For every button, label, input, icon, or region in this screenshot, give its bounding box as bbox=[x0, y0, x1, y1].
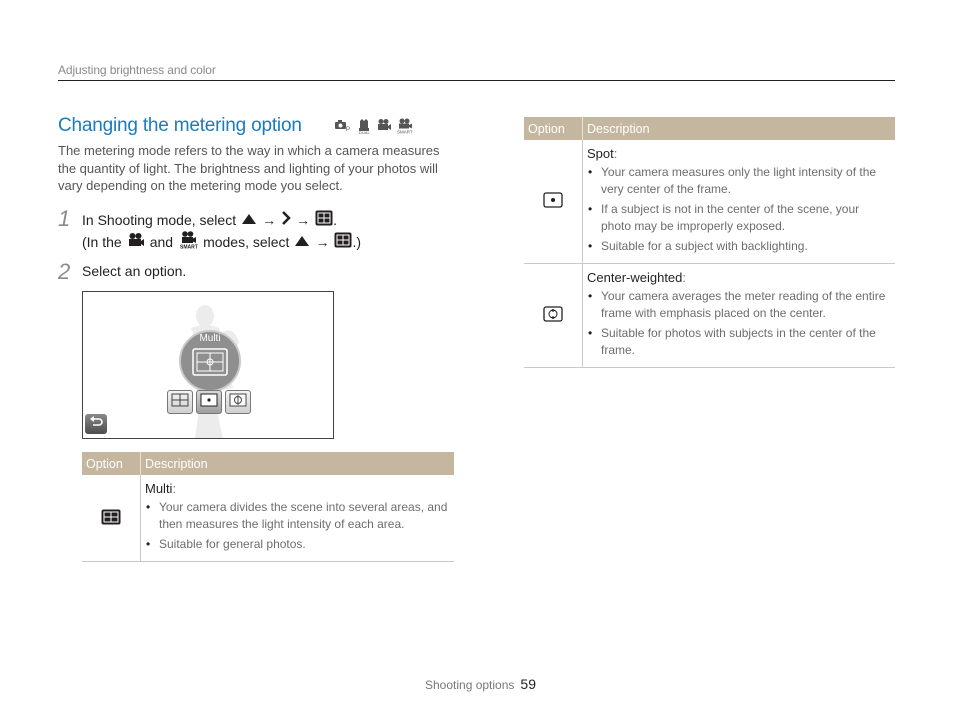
center-weighted-icon bbox=[229, 393, 247, 412]
table-row bbox=[524, 264, 895, 368]
center-weighted-option-button[interactable] bbox=[225, 390, 251, 414]
svg-text:SMART: SMART bbox=[397, 129, 413, 134]
step-2-text: Select an option. bbox=[82, 263, 187, 279]
smart-movie-mode-icon bbox=[178, 231, 198, 252]
step-number: 2 bbox=[58, 259, 71, 284]
arrow-text: → bbox=[296, 211, 311, 228]
option-name: Spot bbox=[587, 146, 614, 161]
program-mode-icon bbox=[334, 118, 352, 132]
multi-metering-icon bbox=[334, 232, 352, 251]
center-weighted-icon bbox=[543, 311, 563, 325]
svg-text:P: P bbox=[346, 127, 351, 132]
selected-option-indicator bbox=[179, 330, 241, 392]
spot-metering-icon bbox=[543, 197, 563, 211]
description-bullet: • Your camera divides the scene into several areas, and then measures the light intensity of each area. bbox=[145, 499, 450, 533]
description-bullet: • Suitable for general photos. bbox=[145, 536, 450, 553]
up-icon bbox=[241, 212, 257, 228]
right-icon bbox=[281, 211, 291, 228]
arrow-text: → bbox=[262, 211, 277, 228]
multi-metering-icon bbox=[101, 514, 121, 528]
option-description-cell: Multi: • Your camera divides the scene into several areas, and then measures the light intensity of each area. • Suitable for general photos. bbox=[141, 475, 455, 562]
step-1-line-1 bbox=[82, 210, 337, 229]
step-number: 1 bbox=[58, 206, 71, 231]
running-header: Adjusting brightness and color bbox=[58, 63, 216, 77]
svg-text:DUAL: DUAL bbox=[359, 130, 370, 134]
option-description-cell: Spot: • Your camera measures only the light intensity of the very center of the frame. • If a subject is not in the center of the scene, your photo may be improperly exposed. • Suitable for a subject with backlighting. bbox=[583, 140, 896, 264]
option-icon-cell bbox=[524, 264, 583, 368]
description-bullet: • Suitable for photos with subjects in the center of the frame. bbox=[587, 325, 891, 359]
step-1-note-end: .) bbox=[352, 233, 361, 250]
table-row bbox=[524, 140, 895, 264]
column-header-option: Option bbox=[82, 452, 141, 475]
step-1-line-2 bbox=[82, 231, 361, 252]
description-bullet: • Your camera measures only the light intensity of the very center of the frame. bbox=[587, 164, 891, 198]
modes-text: modes, select bbox=[203, 233, 290, 250]
footer-label: Shooting options bbox=[425, 678, 515, 692]
and-text: and bbox=[149, 233, 174, 250]
arrow-text: → bbox=[315, 233, 330, 250]
column-header-description: Description bbox=[583, 117, 896, 140]
step-1-punct: . bbox=[333, 211, 337, 228]
page-number: 59 bbox=[520, 676, 536, 692]
spot-option-button[interactable] bbox=[196, 390, 222, 414]
movie-mode-icon bbox=[127, 232, 145, 251]
header-divider bbox=[58, 80, 895, 81]
spot-metering-icon bbox=[200, 393, 218, 412]
back-button[interactable] bbox=[85, 414, 107, 434]
table-row bbox=[82, 475, 454, 562]
back-icon bbox=[89, 415, 103, 433]
step-1-note: (In the bbox=[82, 233, 122, 250]
option-name: Center-weighted bbox=[587, 270, 683, 285]
description-bullet: • If a subject is not in the center of the scene, your photo may be improperly exposed. bbox=[587, 201, 891, 235]
dual-is-mode-icon bbox=[356, 118, 372, 134]
metering-options-table-multi bbox=[82, 452, 454, 562]
column-header-option: Option bbox=[524, 117, 583, 140]
multi-metering-icon bbox=[171, 393, 189, 412]
option-icon-cell bbox=[524, 140, 583, 264]
section-title: Changing the metering option bbox=[58, 115, 302, 136]
mode-icons bbox=[334, 118, 414, 134]
multi-metering-icon bbox=[192, 348, 228, 381]
page-footer bbox=[425, 676, 536, 692]
option-description-cell: Center-weighted: • Your camera averages the meter reading of the entire frame with emphasis placed on the center. • Suitable for photos with subjects in the center of the frame. bbox=[583, 264, 896, 368]
description-bullet: • Suitable for a subject with backlighting. bbox=[587, 238, 891, 255]
multi-option-button[interactable] bbox=[167, 390, 193, 414]
column-header-description: Description bbox=[141, 452, 455, 475]
svg-text:SMART: SMART bbox=[180, 244, 198, 249]
movie-mode-icon bbox=[376, 118, 392, 132]
option-name: Multi bbox=[145, 481, 173, 496]
up-icon bbox=[294, 234, 310, 250]
multi-metering-icon bbox=[315, 210, 333, 229]
step-1-text: In Shooting mode, select bbox=[82, 211, 237, 228]
selected-option-label: Multi bbox=[199, 333, 221, 344]
intro-paragraph: The metering mode refers to the way in which a camera measures the quantity of light. The brightness and lighting of your photos will vary depending on the metering mode you select. bbox=[58, 143, 440, 193]
smart-movie-mode-icon bbox=[396, 118, 414, 134]
option-icon-cell bbox=[82, 475, 141, 562]
camera-screen-preview bbox=[82, 291, 334, 439]
description-bullet: • Your camera averages the meter reading of the entire frame with emphasis placed on the center. bbox=[587, 288, 891, 322]
metering-options-table-spot-center bbox=[524, 117, 895, 368]
